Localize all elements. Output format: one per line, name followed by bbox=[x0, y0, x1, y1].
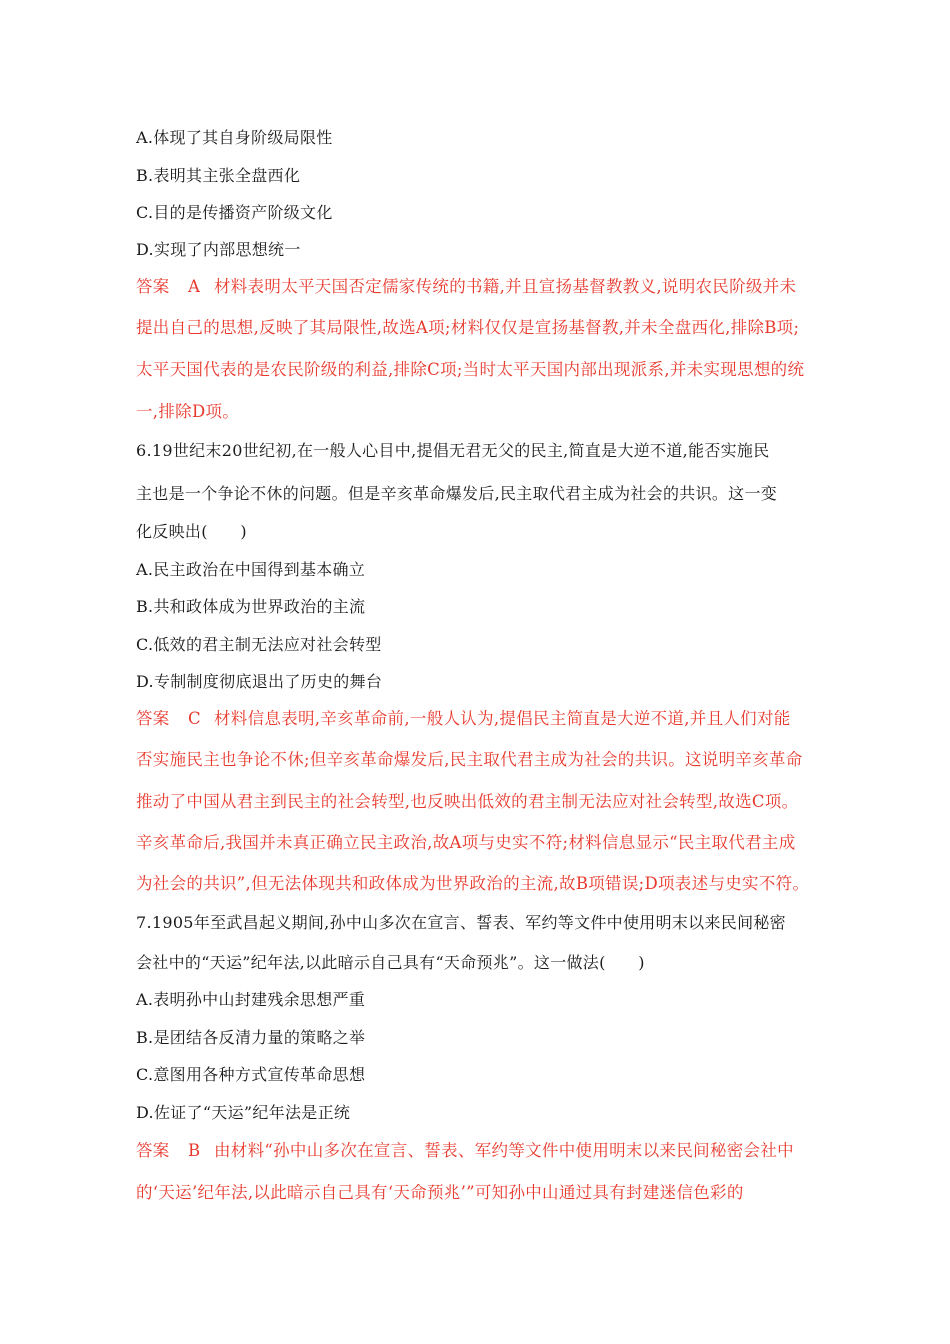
q7-stem-line-1: 7.1905年至武昌起义期间,孙中山多次在宣言、誓表、军约等文件中使用明末以来民间秘密 bbox=[136, 913, 786, 932]
q7-answer-line-1 bbox=[136, 1141, 794, 1161]
q6-answer-line-2: 否实施民主也争论不休;但辛亥革命爆发后,民主取代君主成为社会的共识。这说明辛亥革命 bbox=[136, 750, 803, 769]
answer-label: 答案 bbox=[136, 277, 170, 296]
answer-letter: A bbox=[188, 277, 201, 296]
q5-answer-line-4: 一,排除D项。 bbox=[136, 402, 240, 421]
answer-label: 答案 bbox=[136, 709, 170, 728]
q5-option-d: D.实现了内部思想统一 bbox=[136, 240, 301, 259]
q7-stem-line-2: 会社中的“天运”纪年法,以此暗示自己具有“天命预兆”。这一做法( ) bbox=[136, 953, 645, 972]
q6-option-d: D.专制制度彻底退出了历史的舞台 bbox=[136, 672, 383, 691]
q7-option-b: B.是团结各反清力量的策略之举 bbox=[136, 1028, 366, 1047]
q7-option-d: D.佐证了“天运”纪年法是正统 bbox=[136, 1103, 351, 1122]
answer-label: 答案 bbox=[136, 1141, 170, 1160]
q6-option-c: C.低效的君主制无法应对社会转型 bbox=[136, 635, 382, 654]
q5-answer-line-2: 提出自己的思想,反映了其局限性,故选A项;材料仅仅是宣扬基督教,并未全盘西化,排除B项; bbox=[136, 318, 800, 337]
q6-answer-line-4: 辛亥革命后,我国并未真正确立民主政治,故A项与史实不符;材料信息显示“民主取代君主成 bbox=[136, 833, 796, 852]
q5-option-c: C.目的是传播资产阶级文化 bbox=[136, 203, 333, 222]
q6-stem-line-1: 6.19世纪末20世纪初,在一般人心目中,提倡无君无父的民主,简直是大逆不道,能否实施民 bbox=[136, 441, 770, 460]
q6-answer-line-1 bbox=[136, 709, 791, 729]
q7-option-c: C.意图用各种方式宣传革命思想 bbox=[136, 1065, 366, 1084]
q5-answer-line-3: 太平天国代表的是农民阶级的利益,排除C项;当时太平天国内部出现派系,并未实现思想的统 bbox=[136, 360, 805, 379]
q5-option-b: B.表明其主张全盘西化 bbox=[136, 166, 301, 185]
answer-letter: B bbox=[188, 1141, 201, 1160]
answer-letter: C bbox=[188, 709, 201, 728]
q7-answer-line-2: 的‘天运’纪年法,以此暗示自己具有‘天命预兆’”可知孙中山通过具有封建迷信色彩的 bbox=[136, 1183, 744, 1202]
q5-option-a: A.体现了其自身阶级局限性 bbox=[136, 128, 333, 147]
q6-option-b: B.共和政体成为世界政治的主流 bbox=[136, 597, 366, 616]
q6-stem-line-3: 化反映出( ) bbox=[136, 522, 247, 541]
q6-answer-line-3: 推动了中国从君主到民主的社会转型,也反映出低效的君主制无法应对社会转型,故选C项。 bbox=[136, 792, 799, 811]
answer-text: 由材料“孙中山多次在宣言、誓表、军约等文件中使用明末以来民间秘密会社中 bbox=[214, 1141, 794, 1160]
q6-answer-line-5: 为社会的共识”,但无法体现共和政体成为世界政治的主流,故B项错误;D项表述与史实不符。 bbox=[136, 874, 810, 893]
q6-stem-line-2: 主也是一个争论不休的问题。但是辛亥革命爆发后,民主取代君主成为社会的共识。这一变 bbox=[136, 484, 778, 503]
answer-text: 材料信息表明,辛亥革命前,一般人认为,提倡民主简直是大逆不道,并且人们对能 bbox=[214, 709, 791, 728]
q6-option-a: A.民主政治在中国得到基本确立 bbox=[136, 560, 366, 579]
answer-text: 材料表明太平天国否定儒家传统的书籍,并且宣扬基督教教义,说明农民阶级并未 bbox=[214, 277, 797, 296]
q7-option-a: A.表明孙中山封建残余思想严重 bbox=[136, 990, 366, 1009]
q5-answer-line-1 bbox=[136, 277, 796, 297]
